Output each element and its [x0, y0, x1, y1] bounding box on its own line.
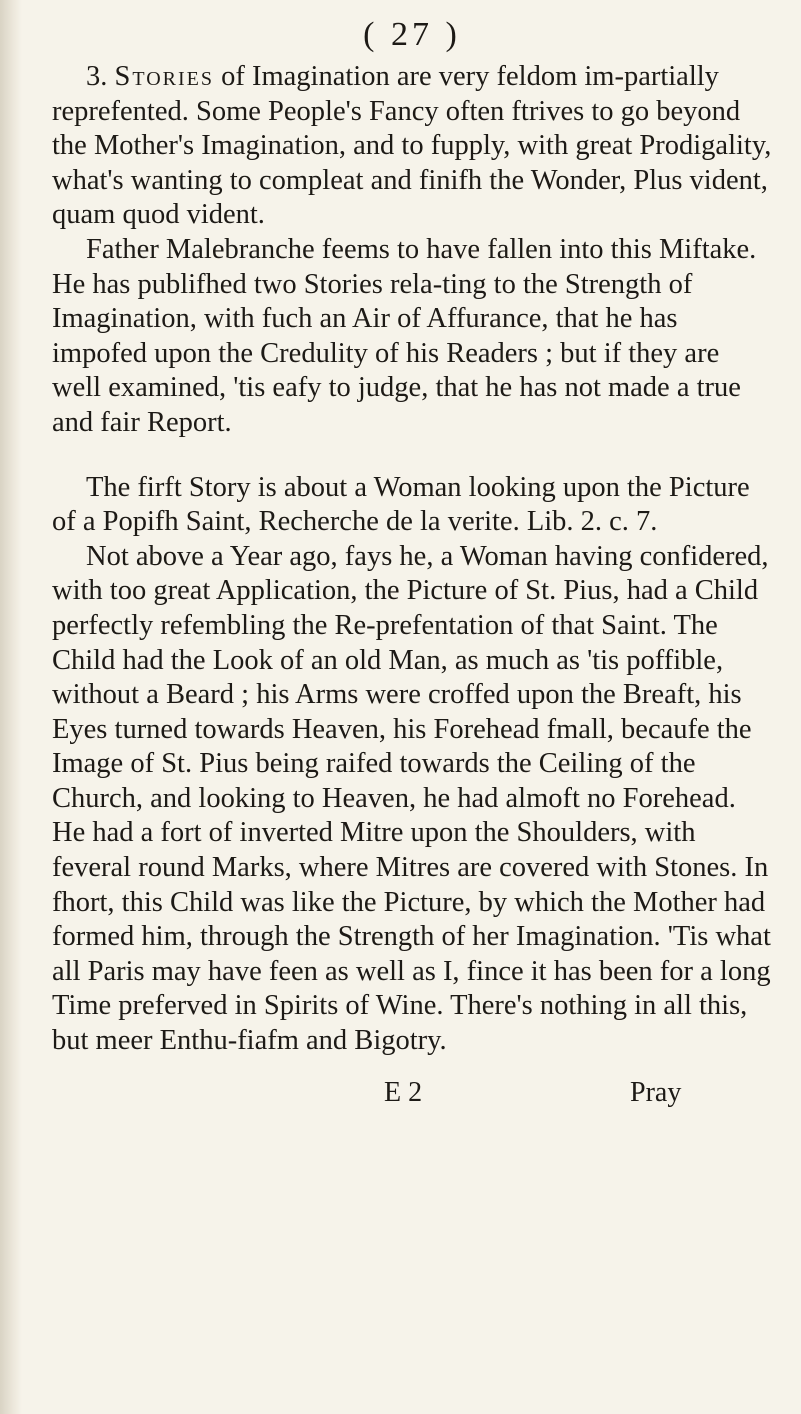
paragraph-gap: [52, 441, 772, 471]
paragraph-lead-word: Stories: [114, 61, 214, 92]
paragraph-quotation: Not above a Year ago, fays he, a Woman having confidered, with too great Application, the Picture of St. Pius, had a Child perfectly refembling the Re-prefentation of that Saint. The Child had the Look of an old Man, as much as 'tis poffible, without a Beard ; his Arms were croffed upon the Breaft, his Eyes turned towards Heaven, his Forehead fmall, becaufe the Image of St. Pius being raifed towards the Ceiling of the Church, and looking to Heaven, he had almoft no Forehead. He had a fort of inverted Mitre upon the Shoulders, with feveral round Marks, where Mitres are covered with Stones. In fhort, this Child was like the Picture, by which the Mother had formed him, through the Strength of her Imagination. 'Tis what all Paris may have feen as well as I, fince it has been for a long Time preferved in Spirits of Wine. There's nothing in all this, but meer Enthu-fiafm and Bigotry.: [52, 540, 771, 1057]
paragraph-text: of Imagination are very feldom im-partially reprefented. Some People's Fancy often ftrives to go beyond the Mother's Imagination, and to fupply, with great Prodigality, what's wanting to compleat and finifh the Wonder, Plus vident, quam quod vident.: [52, 61, 772, 231]
paragraph-stories-of-imagination: [52, 60, 772, 233]
catchword: Pray: [630, 1076, 682, 1108]
paragraph-number: 3.: [86, 61, 108, 92]
book-page: [52, 10, 772, 1117]
paragraph-first-story: The firft Story is about a Woman looking upon the Picture of a Popifh Saint, Recherche de la verite. Lib. 2. c. 7.: [52, 471, 750, 538]
signature-mark: E 2: [384, 1076, 423, 1108]
page-number: ( 27 ): [363, 16, 461, 53]
page-footer: [52, 1077, 772, 1117]
book-gutter-shadow: [0, 0, 22, 1414]
paragraph-malebranche: Father Malebranche feems to have fallen into this Miftake. He has publifhed two Stories rela-ting to the Strength of Imagination, with fuch an Air of Affurance, that he has impofed upon the Credulity of his Readers ; but if they are well examined, 'tis eafy to judge, that he has not made a true and fair Report.: [52, 233, 757, 438]
